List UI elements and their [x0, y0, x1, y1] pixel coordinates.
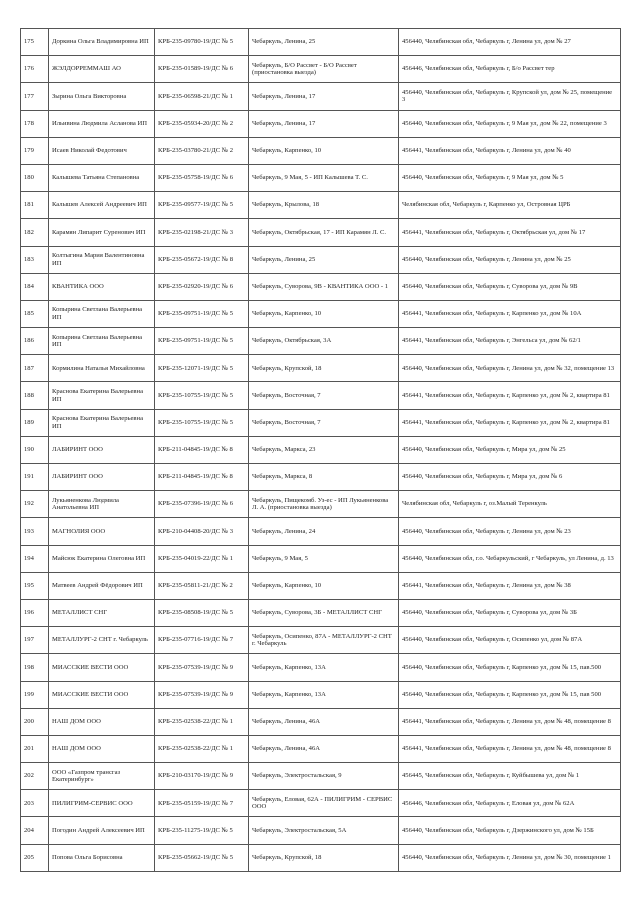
row-number: 199	[21, 681, 49, 708]
registry-code: КРБ-235-09577-19/ДС № 5	[155, 192, 249, 219]
table-row	[21, 300, 621, 327]
table-row	[21, 409, 621, 436]
location: Чебаркуль, Ленина, 46А	[249, 735, 399, 762]
organization-name: МИАССКИЕ ВЕСТИ ООО	[49, 681, 155, 708]
registry-code: КРБ-235-05672-19/ДС № 8	[155, 246, 249, 273]
registry-code: КРБ-235-02538-22/ДС № 1	[155, 708, 249, 735]
organization-name: КВАНТИКА ООО	[49, 273, 155, 300]
registry-code: КРБ-235-04019-22/ДС № 1	[155, 545, 249, 572]
registry-code: КРБ-235-07539-19/ДС № 9	[155, 654, 249, 681]
registry-code: КРБ-235-11275-19/ДС № 5	[155, 817, 249, 844]
location: Чебаркуль, Ленина, 17	[249, 83, 399, 110]
organization-name: НАШ ДОМ ООО	[49, 735, 155, 762]
registry-code: КРБ-235-07539-19/ДС № 9	[155, 681, 249, 708]
table-row	[21, 464, 621, 491]
location: Чебаркуль, Крылова, 18	[249, 192, 399, 219]
legal-address: 456441, Челябинская обл, Чебаркуль г, Октябрьская ул, дом № 17	[399, 219, 621, 246]
organization-name: ЛАБИРИНТ ООО	[49, 436, 155, 463]
table-row	[21, 844, 621, 871]
legal-address: 456441, Челябинская обл, Чебаркуль г, Ленина ул, дом № 48, помещение 8	[399, 708, 621, 735]
location: Чебаркуль, Восточная, 7	[249, 382, 399, 409]
table-row	[21, 491, 621, 518]
legal-address: 456440, Челябинская обл, Чебаркуль г, Ленина ул, дом № 32, помещение 13	[399, 355, 621, 382]
location: Чебаркуль, Карпенко, 13А	[249, 654, 399, 681]
table-row	[21, 83, 621, 110]
table-row	[21, 518, 621, 545]
organization-name: Краснова Екатерина Валерьевна ИП	[49, 382, 155, 409]
organization-name: Ильивина Людмила Асланова ИП	[49, 110, 155, 137]
table-row	[21, 382, 621, 409]
organization-name: ЖЭЛДОРРЕММАШ АО	[49, 56, 155, 83]
legal-address: 456445, Челябинская обл, Чебаркуль г, Куйбышева ул, дом № 1	[399, 763, 621, 790]
legal-address: 456440, Челябинская обл, Чебаркуль г, Ленина ул, дом № 27	[399, 29, 621, 56]
legal-address: 456441, Челябинская обл, Чебаркуль г, Карпенко ул, дом № 10А	[399, 300, 621, 327]
location: Чебаркуль, Маркса, 23	[249, 436, 399, 463]
row-number: 203	[21, 790, 49, 817]
legal-address: 456441, Челябинская обл, Чебаркуль г, Энгельса ул, дом № 62/1	[399, 328, 621, 355]
row-number: 202	[21, 763, 49, 790]
table-row	[21, 137, 621, 164]
location: Чебаркуль, Суворова, 3Б - МЕТАЛЛИСТ СНГ	[249, 599, 399, 626]
registry-code: КРБ-235-05662-19/ДС № 5	[155, 844, 249, 871]
table-row	[21, 56, 621, 83]
row-number: 183	[21, 246, 49, 273]
legal-address: 456440, Челябинская обл, Чебаркуль г, Мира ул, дом № 25	[399, 436, 621, 463]
row-number: 181	[21, 192, 49, 219]
registry-code: КРБ-235-10755-19/ДС № 5	[155, 409, 249, 436]
organization-name: ПИЛИГРИМ-СЕРВИС ООО	[49, 790, 155, 817]
registry-code: КРБ-235-05758-19/ДС № 6	[155, 164, 249, 191]
organization-name: Погодин Андрей Алексеевич ИП	[49, 817, 155, 844]
organization-name: Майсюк Екатерина Олеговна ИП	[49, 545, 155, 572]
row-number: 194	[21, 545, 49, 572]
table-row	[21, 817, 621, 844]
legal-address: Челябинская обл, Чебаркуль г, Карпенко ул, Островная ЦРБ	[399, 192, 621, 219]
legal-address: 456441, Челябинская обл, Чебаркуль г, Ленина ул, дом № 38	[399, 572, 621, 599]
registry-code: КРБ-211-04845-19/ДС № 8	[155, 464, 249, 491]
location: Чебаркуль, Ленина, 24	[249, 518, 399, 545]
registry-code: КРБ-235-08508-19/ДС № 5	[155, 599, 249, 626]
registry-code: КРБ-235-09780-19/ДС № 5	[155, 29, 249, 56]
registry-code: КРБ-235-01589-19/ДС № 6	[155, 56, 249, 83]
legal-address: 456446, Челябинская обл, Чебаркуль г, Еловая ул, дом № 62А	[399, 790, 621, 817]
row-number: 205	[21, 844, 49, 871]
row-number: 186	[21, 328, 49, 355]
organization-name: НАШ ДОМ ООО	[49, 708, 155, 735]
organization-name: Попова Ольга Борисовна	[49, 844, 155, 871]
row-number: 189	[21, 409, 49, 436]
legal-address: 456440, Челябинская обл, Чебаркуль г, Карпенко ул, дом № 15, пав.500	[399, 654, 621, 681]
table-row	[21, 572, 621, 599]
location: Чебаркуль, 9 Мая, 5	[249, 545, 399, 572]
registry-code: КРБ-235-07716-19/ДС № 7	[155, 627, 249, 654]
legal-address: 456440, Челябинская обл, Чебаркуль г, Суворова ул, дом № 3Б	[399, 599, 621, 626]
table-row	[21, 246, 621, 273]
row-number: 193	[21, 518, 49, 545]
table-row	[21, 681, 621, 708]
organization-name: Лукьяненкова Людмила Анатольевна ИП	[49, 491, 155, 518]
location: Чебаркуль, Осипенко, 87А - МЕТАЛЛУРГ-2 СНТ г. Чебаркуль	[249, 627, 399, 654]
row-number: 196	[21, 599, 49, 626]
location: Чебаркуль, Карпенко, 10	[249, 300, 399, 327]
legal-address: 456441, Челябинская обл, Чебаркуль г, Карпенко ул, дом № 2, квартира 81	[399, 409, 621, 436]
location: Чебаркуль, 9 Мая, 5 - ИП Калышева Т. С.	[249, 164, 399, 191]
registry-code: КРБ-235-05811-21/ДС № 2	[155, 572, 249, 599]
legal-address: 456440, Челябинская обл, Чебаркуль г, 9 Мая ул, дом № 5	[399, 164, 621, 191]
row-number: 198	[21, 654, 49, 681]
row-number: 177	[21, 83, 49, 110]
organization-name: МИАССКИЕ ВЕСТИ ООО	[49, 654, 155, 681]
legal-address: 456440, Челябинская обл, Чебаркуль г, 9 Мая ул, дом № 22, помещение 3	[399, 110, 621, 137]
legal-address: 456440, Челябинская обл, г.о. Чебаркульский, г Чебаркуль, ул Ленина, д. 13	[399, 545, 621, 572]
registry-code: КРБ-210-03170-19/ДС № 9	[155, 763, 249, 790]
registry-code: КРБ-235-07396-19/ДС № 6	[155, 491, 249, 518]
location: Чебаркуль, Маркса, 8	[249, 464, 399, 491]
organization-name: Колтыгина Мария Валентиновна ИП	[49, 246, 155, 273]
organization-name: ООО «Газпром трансгаз Екатеринбург»	[49, 763, 155, 790]
registry-code: КРБ-235-02538-22/ДС № 1	[155, 735, 249, 762]
location: Чебаркуль, Карпенко, 10	[249, 572, 399, 599]
table-row	[21, 763, 621, 790]
location: Чебаркуль, Электростальская, 9	[249, 763, 399, 790]
legal-address: 456440, Челябинская обл, Чебаркуль г, Мира ул, дом № 6	[399, 464, 621, 491]
organization-name: Копырина Светлана Валерьевна ИП	[49, 300, 155, 327]
organization-name: Зырина Ольга Викторовна	[49, 83, 155, 110]
registry-code: КРБ-235-10755-19/ДС № 5	[155, 382, 249, 409]
row-number: 192	[21, 491, 49, 518]
registry-code: КРБ-235-09751-19/ДС № 5	[155, 328, 249, 355]
legal-address: 456446, Челябинская обл, Чебаркуль г, Б/о Рассвет тер	[399, 56, 621, 83]
table-row	[21, 708, 621, 735]
table-row	[21, 735, 621, 762]
organization-name: Исаев Николай Федотович	[49, 137, 155, 164]
location: Чебаркуль, Электростальская, 5А	[249, 817, 399, 844]
row-number: 195	[21, 572, 49, 599]
row-number: 187	[21, 355, 49, 382]
location: Чебаркуль, Крупской, 18	[249, 355, 399, 382]
table-row	[21, 110, 621, 137]
legal-address: 456440, Челябинская обл, Чебаркуль г, Карпенко ул, дом № 15, пав 500	[399, 681, 621, 708]
table-row	[21, 355, 621, 382]
organization-name: МЕТАЛЛУРГ-2 СНТ г. Чебаркуль	[49, 627, 155, 654]
location: Чебаркуль, Октябрьская, 3А	[249, 328, 399, 355]
table-row	[21, 29, 621, 56]
table-row	[21, 164, 621, 191]
organization-name: Доркина Ольга Владимировна ИП	[49, 29, 155, 56]
legal-address: 456440, Челябинская обл, Чебаркуль г, Ленина ул, дом № 30, помещение 1	[399, 844, 621, 871]
location: Чебаркуль, Б/О Рассвет - Б/О Рассвет (приостановка выезда)	[249, 56, 399, 83]
row-number: 200	[21, 708, 49, 735]
legal-address: 456440, Челябинская обл, Чебаркуль г, Крупской ул, дом № 25, помещение 3	[399, 83, 621, 110]
legal-address: 456440, Челябинская обл, Чебаркуль г, Ленина ул, дом № 23	[399, 518, 621, 545]
location: Чебаркуль, Еловая, 62А - ПИЛИГРИМ - СЕРВИС ООО	[249, 790, 399, 817]
location: Чебаркуль, Ленина, 46А	[249, 708, 399, 735]
legal-address: 456440, Челябинская обл, Чебаркуль г, Дзержинского ул, дом № 15Б	[399, 817, 621, 844]
row-number: 176	[21, 56, 49, 83]
registry-code: КРБ-235-09751-19/ДС № 5	[155, 300, 249, 327]
organization-name: Матвеев Андрей Фёдорович ИП	[49, 572, 155, 599]
registry-code: КРБ-211-04845-19/ДС № 8	[155, 436, 249, 463]
location: Чебаркуль, Крупской, 18	[249, 844, 399, 871]
location: Чебаркуль, Ленина, 25	[249, 246, 399, 273]
row-number: 201	[21, 735, 49, 762]
location: Чебаркуль, Восточная, 7	[249, 409, 399, 436]
row-number: 182	[21, 219, 49, 246]
row-number: 175	[21, 29, 49, 56]
registry-table-body	[21, 29, 621, 872]
location: Чебаркуль, Пищекомб. Уз-ес - ИП Лукьяненкова Л. А. (приостановка выезда)	[249, 491, 399, 518]
table-row	[21, 790, 621, 817]
row-number: 184	[21, 273, 49, 300]
table-row	[21, 436, 621, 463]
location: Чебаркуль, Ленина, 25	[249, 29, 399, 56]
document-page	[20, 28, 620, 872]
location: Чебаркуль, Октябрьская, 17 - ИП Карамян Л. С.	[249, 219, 399, 246]
organization-name: Калышев Алексей Андреевич ИП	[49, 192, 155, 219]
table-row	[21, 545, 621, 572]
legal-address: 456440, Челябинская обл, Чебаркуль г, Ленина ул, дом № 25	[399, 246, 621, 273]
organization-name: Калышева Татьяна Степановна	[49, 164, 155, 191]
table-row	[21, 599, 621, 626]
table-row	[21, 328, 621, 355]
location: Чебаркуль, Карпенко, 13А	[249, 681, 399, 708]
location: Чебаркуль, Суворова, 9В - КВАНТИКА ООО - 1	[249, 273, 399, 300]
organization-name: Краснова Екатерина Валерьевна ИП	[49, 409, 155, 436]
table-row	[21, 654, 621, 681]
organization-name: Копырина Светлана Валерьевна ИП	[49, 328, 155, 355]
row-number: 204	[21, 817, 49, 844]
row-number: 179	[21, 137, 49, 164]
location: Чебаркуль, Ленина, 17	[249, 110, 399, 137]
organization-name: МАГНОЛИЯ ООО	[49, 518, 155, 545]
row-number: 197	[21, 627, 49, 654]
legal-address: 456440, Челябинская обл, Чебаркуль г, Суворова ул, дом № 9В	[399, 273, 621, 300]
registry-code: КРБ-235-02198-21/ДС № 3	[155, 219, 249, 246]
legal-address: 456440, Челябинская обл, Чебаркуль г, Осипенко ул, дом № 87А	[399, 627, 621, 654]
legal-address: 456441, Челябинская обл, Чебаркуль г, Ленина ул, дом № 40	[399, 137, 621, 164]
row-number: 188	[21, 382, 49, 409]
table-row	[21, 192, 621, 219]
organization-name: Карамян Липарит Суренович ИП	[49, 219, 155, 246]
registry-code: КРБ-235-03780-21/ДС № 2	[155, 137, 249, 164]
registry-table	[20, 28, 621, 872]
table-row	[21, 627, 621, 654]
table-row	[21, 219, 621, 246]
location: Чебаркуль, Карпенко, 10	[249, 137, 399, 164]
row-number: 185	[21, 300, 49, 327]
organization-name: ЛАБИРИНТ ООО	[49, 464, 155, 491]
legal-address: 456441, Челябинская обл, Чебаркуль г, Ленина ул, дом № 48, помещение 8	[399, 735, 621, 762]
table-row	[21, 273, 621, 300]
registry-code: КРБ-235-05934-20/ДС № 2	[155, 110, 249, 137]
legal-address: 456441, Челябинская обл, Чебаркуль г, Карпенко ул, дом № 2, квартира 81	[399, 382, 621, 409]
registry-code: КРБ-235-02920-19/ДС № 6	[155, 273, 249, 300]
row-number: 190	[21, 436, 49, 463]
legal-address: Челябинская обл, Чебаркуль г, оз.Малый Теренкуль	[399, 491, 621, 518]
registry-code: КРБ-235-05159-19/ДС № 7	[155, 790, 249, 817]
registry-code: КРБ-235-06598-21/ДС № 1	[155, 83, 249, 110]
organization-name: МЕТАЛЛИСТ СНГ	[49, 599, 155, 626]
registry-code: КРБ-235-12071-19/ДС № 5	[155, 355, 249, 382]
row-number: 191	[21, 464, 49, 491]
registry-code: КРБ-210-04408-20/ДС № 3	[155, 518, 249, 545]
organization-name: Кормилина Наталья Михайловна	[49, 355, 155, 382]
row-number: 178	[21, 110, 49, 137]
row-number: 180	[21, 164, 49, 191]
